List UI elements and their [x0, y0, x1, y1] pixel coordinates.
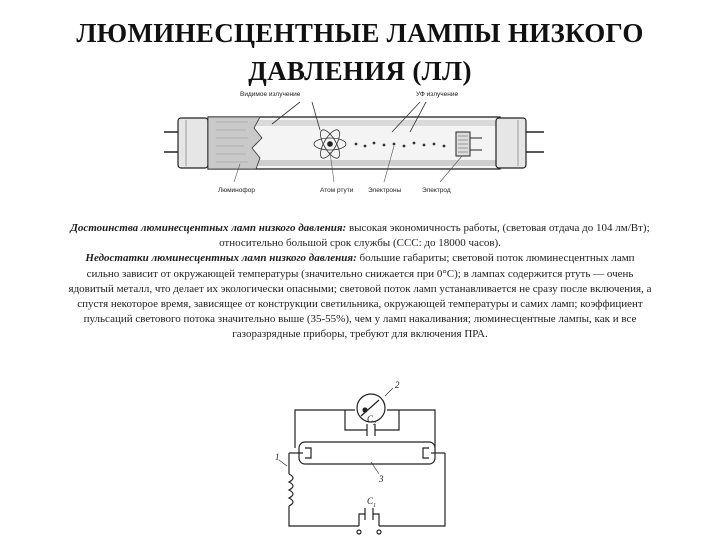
page-title	[0, 14, 720, 90]
title-line-2: ДАВЛЕНИЯ (ЛЛ)	[248, 56, 472, 86]
label-mercury-atom: Атом ртути	[320, 187, 354, 194]
label-electrode: Электрод	[422, 187, 451, 194]
disadvantages-heading: Недостатки люминесцентных ламп низкого давления:	[85, 252, 357, 265]
label-c1: $C_1$	[367, 496, 377, 509]
disadvantages-body: большие габариты; световой поток люминесцентных ламп сильно зависит от окружающей температуры (значительно снижается при 0°С); в лампах содержится ртуть — очень ядовитый металл, что делает их экологически опасными; световой поток ламп устанавливается не сразу после включения, а спустя некоторое время, зависящее от конструкции светильника, окружающей температуры и самих ламп; коэффициент пульсаций светового потока значительно выше (35-55%), чем у ламп накаливания; люминесцентные лампы, как и все газоразрядные приборы, требуют для включения ПРА.	[68, 252, 652, 341]
label-phosphor: Люминофор	[218, 187, 255, 194]
description-text	[68, 221, 652, 343]
label-c2: $C_2$	[367, 414, 377, 427]
choke-coil	[289, 474, 293, 506]
lamp-cutaway-drawing	[160, 82, 560, 207]
advantages-heading: Достоинства люминесцентных ламп низкого давления:	[70, 222, 347, 234]
right-pins	[526, 132, 544, 152]
advantages-body: высокая экономичность работы, (световая отдача до 104 лм/Вт); относительно большой срок службы (ССС: до 18000 часов).	[219, 222, 650, 250]
label-tube-number: 3	[379, 474, 384, 484]
circuit-diagram	[275, 378, 465, 540]
label-starter-number: 2	[395, 380, 400, 390]
title-line-1: ЛЮМИНЕСЦЕНТНЫЕ ЛАМПЫ НИЗКОГО	[76, 18, 644, 48]
circuit-drawing	[275, 378, 465, 540]
label-uv-radiation: УФ излучение	[416, 91, 459, 98]
right-end-cap	[496, 118, 526, 168]
label-visible-radiation: Видимое излучение	[240, 91, 301, 98]
label-choke-number: 1	[275, 452, 280, 462]
left-end-cap	[178, 118, 208, 168]
label-electrons: Электроны	[368, 187, 402, 194]
lamp-cutaway-figure	[160, 82, 560, 207]
fluorescent-tube	[299, 442, 435, 464]
